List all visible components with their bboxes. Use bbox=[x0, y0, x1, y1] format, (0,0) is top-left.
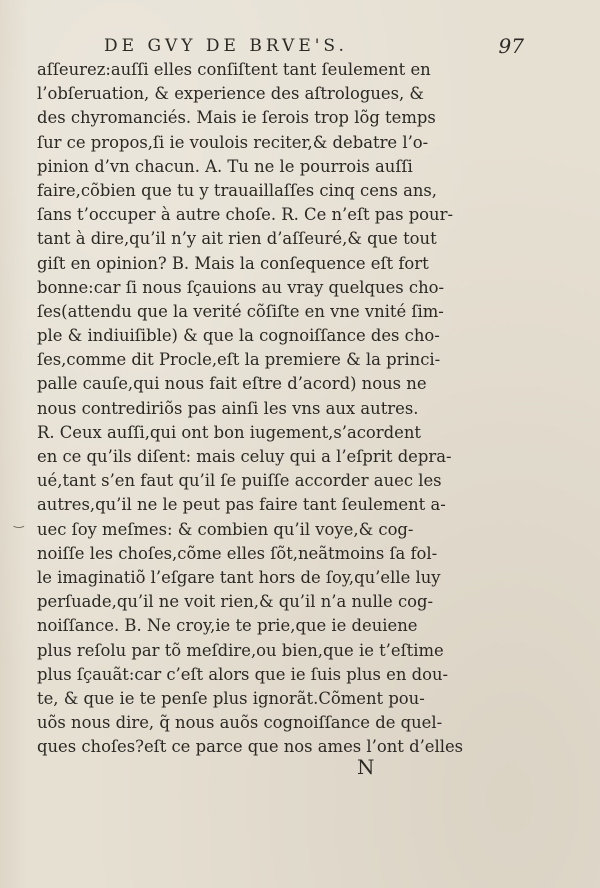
text-line: ſes(attendu que la verité cõſiſte en vne vnité ſim- bbox=[37, 301, 444, 321]
text-line: uõs nous dire, q̃ nous auõs cognoiſſance de quel- bbox=[37, 713, 443, 733]
text-line: noiſſance. B. Ne croy,ie te prie,que ie deuiene bbox=[37, 616, 418, 636]
text-line: ple & indiuiſible) & que la cognoiſſance des cho- bbox=[37, 326, 440, 346]
text-line: giſt en opinion? B. Mais la conſequence eſt fort bbox=[37, 253, 429, 273]
text-line: tant à dire,qu’il n’y ait rien d’aſſeuré,& que tout bbox=[37, 229, 437, 249]
text-line: autres,qu’il ne le peut pas faire tant ſeulement a- bbox=[37, 495, 446, 515]
text-line: en ce qu’ils diſent: mais celuy qui a l’eſprit depra- bbox=[37, 447, 452, 466]
text-line: plus ſçauãt:car c’eſt alors que ie ſuis plus en dou- bbox=[37, 664, 449, 684]
text-line: plus reſolu par tõ meſdire,ou bien,que ie t’eſtime bbox=[37, 640, 444, 660]
text-line: R. Ceux auſſi,qui ont bon iugement,s’acordent bbox=[37, 422, 421, 442]
page-number: 97 bbox=[498, 34, 524, 58]
text-line: pinion d’vn chacun. A. Tu ne le pourrois auſſi bbox=[37, 156, 413, 176]
text-line: perſuade,qu’il ne voit rien,& qu’il n’a nulle cog- bbox=[37, 592, 434, 612]
text-line: ué,tant s’en faut qu’il ſe puiſſe accorder auec les bbox=[37, 471, 442, 491]
text-line: des chyromanciés. Mais ie ſerois trop lõg temps bbox=[37, 108, 436, 128]
body-text bbox=[37, 58, 464, 759]
text-line: ſans t’occuper à autre choſe. R. Ce n’eſt pas pour- bbox=[37, 205, 453, 225]
signature-mark: N bbox=[357, 755, 375, 779]
text-line: l’obſeruation, & experience des aſtrologues, & bbox=[37, 84, 424, 104]
text-line: ques choſes?eſt ce parce que nos ames l’ont d’elles bbox=[37, 737, 464, 757]
text-line: aſſeurez:auſſi elles conſiſtent tant ſeulement en bbox=[37, 60, 431, 79]
text-line: noiſſe les choſes,cõme elles ſõt,neãtmoins ſa fol- bbox=[37, 543, 438, 563]
text-line: te, & que ie te penſe plus ignorãt.Cõment pou- bbox=[37, 688, 425, 708]
text-line: nous contrediriõs pas ainſi les vns aux autres. bbox=[37, 398, 419, 418]
margin-mark-icon: ‿ bbox=[14, 514, 24, 528]
text-line: ſes,comme dit Procle,eſt la premiere & la princi- bbox=[37, 350, 441, 370]
text-line: palle cauſe,qui nous fait eſtre d’acord) nous ne bbox=[37, 374, 427, 394]
text-line: faire,cõbien que tu y trauaillaſſes cinq cens ans, bbox=[37, 180, 438, 200]
text-line: uec ſoy meſmes: & combien qu’il voye,& cog- bbox=[37, 519, 414, 539]
running-head: DE GVY DE BRVE'S. bbox=[104, 36, 348, 56]
text-line: ſur ce propos,ſi ie voulois reciter,& debatre l’o- bbox=[37, 132, 429, 152]
text-line: bonne:car ſi nous ſçauions au vray quelques cho- bbox=[37, 277, 445, 297]
text-line: le imaginatiõ l’eſgare tant hors de ſoy,qu’elle luy bbox=[37, 567, 441, 587]
